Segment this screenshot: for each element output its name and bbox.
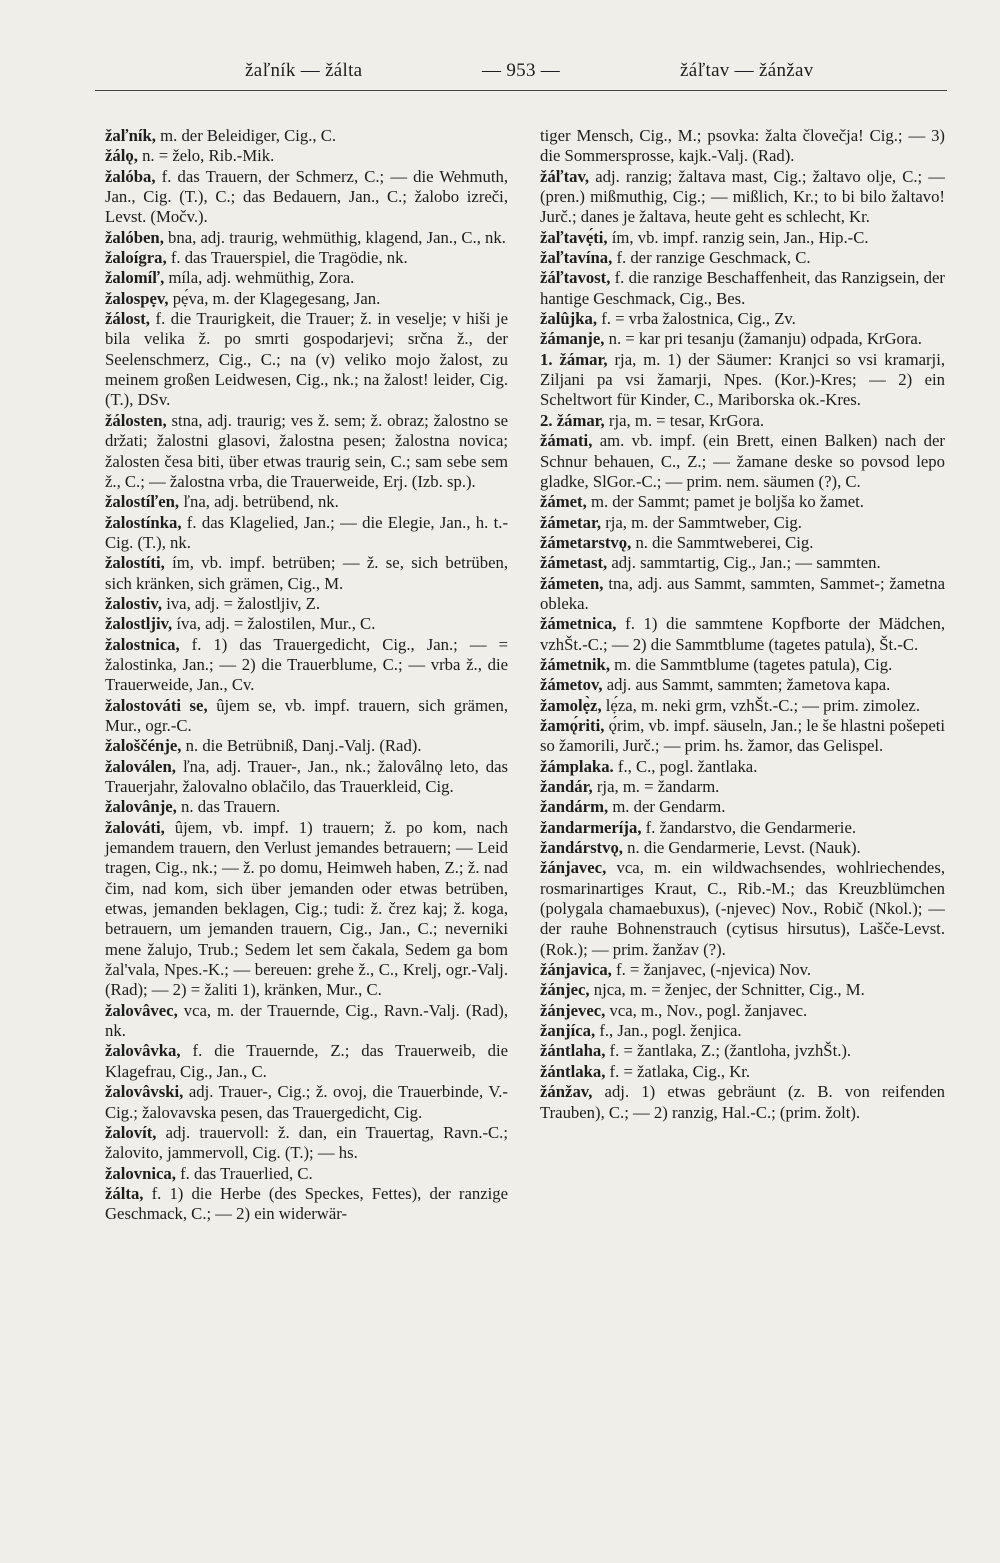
entry-definition: f. das Trauerspiel, die Tragödie, nk. xyxy=(166,248,408,268)
entry-headword: žánjevec, xyxy=(540,1000,606,1020)
dictionary-entry xyxy=(540,1041,945,1061)
dictionary-entry xyxy=(540,574,945,615)
page-number: — 953 — xyxy=(482,60,561,81)
entry-definition: stna, adj. traurig; ves ž. sem; ž. obraz; žalostno se držati; žalostni glasovi, žalostna pesen; žalostna novica; žalosten česa biti, über etwas traurig sein, C.; sam sebe sem ž., C.; — žalostna vrba, die Trauerweide, Erj. (Izb. sp.). xyxy=(105,410,508,491)
entry-headword: 2. žámar, xyxy=(540,410,605,430)
dictionary-entry xyxy=(540,696,945,716)
entry-definition: njca, m. = ženjec, der Schnitter, Cig., M. xyxy=(589,980,865,1000)
dictionary-entry xyxy=(540,1021,945,1041)
entry-definition: f. 1) die sammtene Kopfborte der Mädchen, vzhŠt.-C.; — 2) die Sammtblume (tagetes patula), Št.-C. xyxy=(540,614,945,654)
entry-headword: žandárm, xyxy=(540,797,609,817)
entry-definition: am. vb. impf. (ein Brett, einen Balken) nach der Schnur behauen, C., Z.; — žamane deske so povsod lepo gladke, SlGor.-C.; — prim. nem. säumen (?), C. xyxy=(540,431,945,491)
entry-definition: ûjem se, vb. impf. trauern, sich grämen, Mur., ogr.-C. xyxy=(105,695,508,735)
entry-headword: žalovít, xyxy=(105,1122,157,1142)
entry-headword: žamǫ́riti, xyxy=(540,715,605,735)
entry-headword: žántlaha, xyxy=(540,1041,606,1061)
entry-headword: žálost, xyxy=(105,309,150,329)
dictionary-entry xyxy=(540,777,945,797)
entry-definition: tiger Mensch, Cig., M.; psovka: žalta človečja! Cig.; — 3) die Sommersprosse, kajk.-Valj. (Rad). xyxy=(540,126,945,166)
entry-definition: n. die Gendarmerie, Levst. (Nauk). xyxy=(622,838,861,858)
entry-headword: žálta, xyxy=(105,1183,144,1203)
entry-definition: vca, m. ein wildwachsendes, wohlriechendes, rosmarinartiges Kraut, C., Rib.-M.; das Kreuzblümchen (polygala chamaebuxus), (-njevec) Nov., Robič (Nkol.); — der rauhe Bohnenstrauch (cytisus hirsutus), Lašče-Levst. (Rok.); — prim. žanžav (?). xyxy=(540,858,945,959)
entry-headword: žalostljiv, xyxy=(105,614,173,634)
dictionary-entry xyxy=(105,513,508,554)
dictionary-entry xyxy=(540,1062,945,1082)
dictionary-entry xyxy=(540,797,945,817)
dictionary-entry xyxy=(105,553,508,594)
dictionary-entry xyxy=(540,655,945,675)
entry-headword: žaľtavína, xyxy=(540,248,613,268)
entry-headword: žánjec, xyxy=(540,980,590,1000)
entry-definition: f. = žatlaka, Cig., Kr. xyxy=(605,1061,751,1081)
dictionary-entry xyxy=(105,696,508,737)
entry-headword: 1. žámar, xyxy=(540,349,608,369)
dictionary-entry xyxy=(105,1001,508,1042)
entry-definition: f. das Trauern, der Schmerz, C.; — die Wehmuth, Jan., Cig. (T.), C.; das Bedauern, Jan., C.; žalobo izreči, Levst. (Močv.). xyxy=(105,166,508,227)
entry-definition: f., Jan., pogl. ženjica. xyxy=(595,1021,742,1041)
dictionary-entry xyxy=(105,492,508,512)
dictionary-entry xyxy=(540,329,945,349)
dictionary-entry xyxy=(105,228,508,248)
dictionary-entry xyxy=(105,1123,508,1164)
entry-definition: f., C., pogl. žantlaka. xyxy=(613,756,758,776)
entry-definition: rja, m. = žandarm. xyxy=(592,777,720,796)
entry-definition: rja, m. 1) der Säumer: Kranjci so vsi kramarji, Ziljani pa vsi žamarji, Npes. (Kor.)-Kres; — 2) ein Scheltwort für Kinder, C., Mariborska ok.-Kres. xyxy=(540,349,945,410)
entry-definition: f. 1) das Trauergedicht, Cig., Jan.; — = žalostinka, Jan.; — 2) die Trauerblume, C.; — vrba ž., die Trauerweide, Jan., Cv. xyxy=(105,634,508,695)
entry-headword: žalûjka, xyxy=(540,309,598,329)
entry-definition: m. der Beleidiger, Cig., C. xyxy=(155,126,337,145)
dictionary-entry xyxy=(540,675,945,695)
dictionary-entry xyxy=(540,268,945,309)
entry-definition: ľna, adj. Trauer-, Jan., nk.; žalovâlnǫ leto, das Trauerjahr, žalovalno oblačilo, das Trauerkleid, Cig. xyxy=(105,756,508,796)
dictionary-entry xyxy=(540,757,945,777)
entry-definition: m. der Gendarm. xyxy=(608,797,726,817)
entry-definition: f. = žanjavec, (-njevica) Nov. xyxy=(611,960,812,980)
dictionary-entry xyxy=(105,248,508,268)
entry-headword: žalovâvec, xyxy=(105,1000,178,1020)
dictionary-entry xyxy=(105,1041,508,1082)
header-left-guideword: žaľník — žálta xyxy=(245,60,363,81)
running-header xyxy=(70,60,950,90)
entry-definition: bna, adj. traurig, wehmüthig, klagend, Jan., C., nk. xyxy=(163,227,506,247)
dictionary-entry xyxy=(105,268,508,288)
dictionary-entry xyxy=(540,167,945,228)
entry-headword: žálǫ, xyxy=(105,146,138,166)
dictionary-entry xyxy=(105,126,508,146)
entry-headword: žáľtav, xyxy=(540,166,590,186)
entry-definition: adj. sammtartig, Cig., Jan.; — sammten. xyxy=(607,553,881,573)
entry-headword: žámati, xyxy=(540,431,593,451)
entry-headword: žalostováti se, xyxy=(105,695,208,715)
dictionary-entry xyxy=(105,411,508,492)
entry-definition: n. = kar pri tesanju (žamanju) odpada, KrGora. xyxy=(604,329,922,349)
entry-headword: žámet, xyxy=(540,492,587,512)
header-right-guideword: žáľtav — žánžav xyxy=(680,60,814,81)
entry-headword: žaloválen, xyxy=(105,756,176,776)
entry-headword: žalováti, xyxy=(105,817,165,837)
entry-definition: f. der ranzige Geschmack, C. xyxy=(612,248,811,268)
dictionary-entry xyxy=(105,635,508,696)
entry-definition: adj. ranzig; žaltava mast, Cig.; žaltavo olje, C.; — (pren.) mißmuthig, Cig.; — mißlich, Kr.; to bi bilo žaltavo! Jurč.; danes je žaltava, heute geht es schlecht, Kr. xyxy=(540,166,945,227)
dictionary-entry xyxy=(105,614,508,634)
entry-headword: žáľtavost, xyxy=(540,268,611,288)
dictionary-entry xyxy=(540,716,945,757)
entry-definition: ľna, adj. betrübend, nk. xyxy=(179,492,339,512)
dictionary-entry xyxy=(540,309,945,329)
entry-definition: ím, vb. impf. ranzig sein, Jan., Hip.-C. xyxy=(607,227,869,247)
dictionary-entry xyxy=(540,553,945,573)
entry-definition: ím, vb. impf. betrüben; — ž. se, sich betrüben, sich kränken, sich grämen, Cig., M. xyxy=(105,553,508,593)
left-column xyxy=(105,126,508,1225)
entry-definition: f. die ranzige Beschaffenheit, das Ranzigsein, der hantige Geschmack, Cig., Bes. xyxy=(540,268,945,308)
entry-headword: žámetar, xyxy=(540,512,602,532)
dictionary-entry xyxy=(540,411,945,431)
entry-headword: žámetast, xyxy=(540,553,608,573)
entry-definition: f. žandarstvo, die Gendarmerie. xyxy=(641,817,857,837)
entry-headword: žandarmeríja, xyxy=(540,817,642,837)
dictionary-entry xyxy=(540,818,945,838)
entry-definition: rja, m. der Sammtweber, Cig. xyxy=(601,512,802,532)
entry-headword: žámetov, xyxy=(540,675,603,695)
dictionary-entry xyxy=(105,757,508,798)
entry-headword: žántlaka, xyxy=(540,1061,606,1081)
dictionary-entry xyxy=(105,1164,508,1184)
entry-definition: adj. Trauer-, Cig.; ž. ovoj, die Trauerbinde, V.-Cig.; žalovavska pesen, das Trauergedicht, Cig. xyxy=(105,1082,508,1122)
entry-headword: žálosten, xyxy=(105,410,167,430)
dictionary-entry xyxy=(540,980,945,1000)
dictionary-entry xyxy=(540,248,945,268)
entry-definition: m. der Sammt; pamet je boljša ko žamet. xyxy=(586,492,864,512)
entry-definition: míla, adj. wehmüthig, Zora. xyxy=(164,268,355,288)
entry-headword: žalovâvski, xyxy=(105,1082,184,1102)
entry-definition: vca, m. der Trauernde, Cig., Ravn.-Valj. (Rad), nk. xyxy=(105,1000,508,1041)
entry-headword: žamolẹ̀z, xyxy=(540,695,602,715)
entry-headword: žalomíľ, xyxy=(105,268,165,288)
entry-definition: pẹ́va, m. der Klagegesang, Jan. xyxy=(168,288,381,308)
dictionary-entry xyxy=(105,1184,508,1225)
dictionary-entry xyxy=(540,838,945,858)
entry-headword: žanjíca, xyxy=(540,1021,596,1041)
entry-definition: n. = želo, Rib.-Mik. xyxy=(137,146,275,166)
entry-headword: žalovâvka, xyxy=(105,1041,181,1061)
dictionary-entry xyxy=(105,797,508,817)
dictionary-entry xyxy=(105,1082,508,1123)
dictionary-entry xyxy=(540,614,945,655)
dictionary-entry xyxy=(540,858,945,960)
entry-definition: iva, adj. = žalostljiv, Z. xyxy=(162,593,321,613)
entry-definition: f. die Traurigkeit, die Trauer; ž. in veselje; v hiši je bila velika ž. po smrti gospodarjevi; srčna ž., der Seelenschmerz, Cig., C.; na (v) veliko mojo žalost, zu meinem großen Leidwesen, Cig., nk.; na žalost! leider, Cig. (T.), DSv. xyxy=(105,309,508,410)
entry-headword: žaloščénje, xyxy=(105,736,182,756)
entry-headword: žámplaka. xyxy=(540,756,614,776)
entry-headword: žámeten, xyxy=(540,573,604,593)
entry-definition: f. das Trauerlied, C. xyxy=(175,1163,313,1183)
entry-headword: žalostíti, xyxy=(105,553,165,573)
dictionary-entry xyxy=(540,960,945,980)
entry-headword: žalovnica, xyxy=(105,1163,176,1183)
dictionary-entry xyxy=(105,289,508,309)
dictionary-entry xyxy=(105,309,508,411)
entry-headword: žánžav, xyxy=(540,1082,593,1102)
entry-headword: žámetnica, xyxy=(540,614,617,634)
entry-definition: lẹ́za, m. neki grm, vzhŠt.-C.; — prim. zimolez. xyxy=(601,695,921,715)
entry-headword: žalospẹv, xyxy=(105,288,169,308)
entry-headword: žámanje, xyxy=(540,329,605,349)
entry-definition: n. die Sammtweberei, Cig. xyxy=(631,532,814,552)
entry-definition: f. die Trauernde, Z.; das Trauerweib, die Klagefrau, Cig., Jan., C. xyxy=(105,1041,508,1081)
entry-definition: f. 1) die Herbe (des Speckes, Fettes), der ranzige Geschmack, C.; — 2) ein widerwär- xyxy=(105,1183,508,1224)
dictionary-entry xyxy=(540,1082,945,1123)
entry-definition: íva, adj. = žalostilen, Mur., C. xyxy=(172,614,376,634)
entry-headword: žámetnik, xyxy=(540,654,610,674)
entry-definition: vca, m., Nov., pogl. žanjavec. xyxy=(605,1000,808,1020)
entry-headword: žalostínka, xyxy=(105,512,182,532)
entry-headword: žandárstvǫ, xyxy=(540,838,623,858)
entry-definition: n. das Trauern. xyxy=(176,797,281,817)
dictionary-entry xyxy=(540,228,945,248)
dictionary-entry xyxy=(105,167,508,228)
entry-definition: tna, adj. aus Sammt, sammten, Sammet-; žametna obleka. xyxy=(540,573,945,613)
entry-headword: žandár, xyxy=(540,777,593,796)
entry-headword: žalostiv, xyxy=(105,593,163,613)
entry-definition: f. = vrba žalostnica, Cig., Zv. xyxy=(597,309,796,329)
entry-definition: adj. trauervoll: ž. dan, ein Trauertag, Ravn.-C.; žalovito, jammervoll, Cig. (T.); — hs. xyxy=(105,1122,508,1163)
entry-definition: ûjem, vb. impf. 1) trauern; ž. po kom, nach jemandem trauern, den Verlust jemandes betrauern; — Leid tragen, Cig., nk.; — ž. po domu, Heimweh haben, Z.; ž. nad čim, nad kom, sich über jemanden oder etwas betrüben, etwas, jemanden beklagen, Cig.; tudi: ž. črez kaj; ž. koga, betrauern, um jemanden trauern, Cig., Jan., C.; neverniki mene žalujo, Trub.; Sedem let sem čakala, Sedem ga bom žal'vala, Npes.-K.; — bereuen: grehe ž., C., Krelj, ogr.-Valj. (Rad); — 2) = žaliti 1), kränken, Mur., C. xyxy=(105,817,508,1000)
entry-headword: žaľník, xyxy=(105,126,156,145)
dictionary-entry xyxy=(105,736,508,756)
dictionary-entry xyxy=(540,533,945,553)
entry-headword: žánjavec, xyxy=(540,858,607,878)
dictionary-entry xyxy=(540,492,945,512)
entry-definition: rja, m. = tesar, KrGora. xyxy=(604,410,765,430)
entry-headword: žalóben, xyxy=(105,227,164,247)
entry-definition: f. = žantlaka, Z.; (žantloha, jvzhŠt.). xyxy=(605,1041,852,1061)
entry-headword: žalovânje, xyxy=(105,797,177,817)
dictionary-entry xyxy=(105,594,508,614)
entry-definition: f. das Klagelied, Jan.; — die Elegie, Jan., h. t.-Cig. (T.), nk. xyxy=(105,512,508,552)
entry-definition: adj. aus Sammt, sammten; žametova kapa. xyxy=(602,675,891,695)
dictionary-entry xyxy=(105,146,508,166)
dictionary-entry xyxy=(540,1001,945,1021)
entry-definition: ǫ́rim, vb. impf. säuseln, Jan.; le še hlastni pošepeti so žamorili, Jurč.; — prim. hs. žamor, das Gelispel. xyxy=(540,715,945,756)
dictionary-entry xyxy=(540,513,945,533)
dictionary-entry xyxy=(540,350,945,411)
header-rule xyxy=(95,90,947,91)
entry-headword: žámetarstvǫ, xyxy=(540,532,632,552)
entry-headword: žánjavica, xyxy=(540,960,612,980)
dictionary-entry xyxy=(540,126,945,167)
right-column xyxy=(540,126,945,1123)
entry-headword: žaľtavẹ́ti, xyxy=(540,227,608,247)
entry-headword: žalóba, xyxy=(105,166,156,186)
entry-definition: n. die Betrübniß, Danj.-Valj. (Rad). xyxy=(181,736,422,756)
dictionary-entry xyxy=(540,431,945,492)
entry-headword: žalostnica, xyxy=(105,634,180,654)
entry-headword: žalostíľen, xyxy=(105,492,180,512)
entry-headword: žaloígra, xyxy=(105,248,167,268)
entry-definition: adj. 1) etwas gebräunt (z. B. von reifenden Trauben), C.; — 2) ranzig, Hal.-C.; (prim. žolt). xyxy=(540,1082,945,1122)
entry-definition: m. die Sammtblume (tagetes patula), Cig. xyxy=(610,654,893,674)
dictionary-entry xyxy=(105,818,508,1001)
